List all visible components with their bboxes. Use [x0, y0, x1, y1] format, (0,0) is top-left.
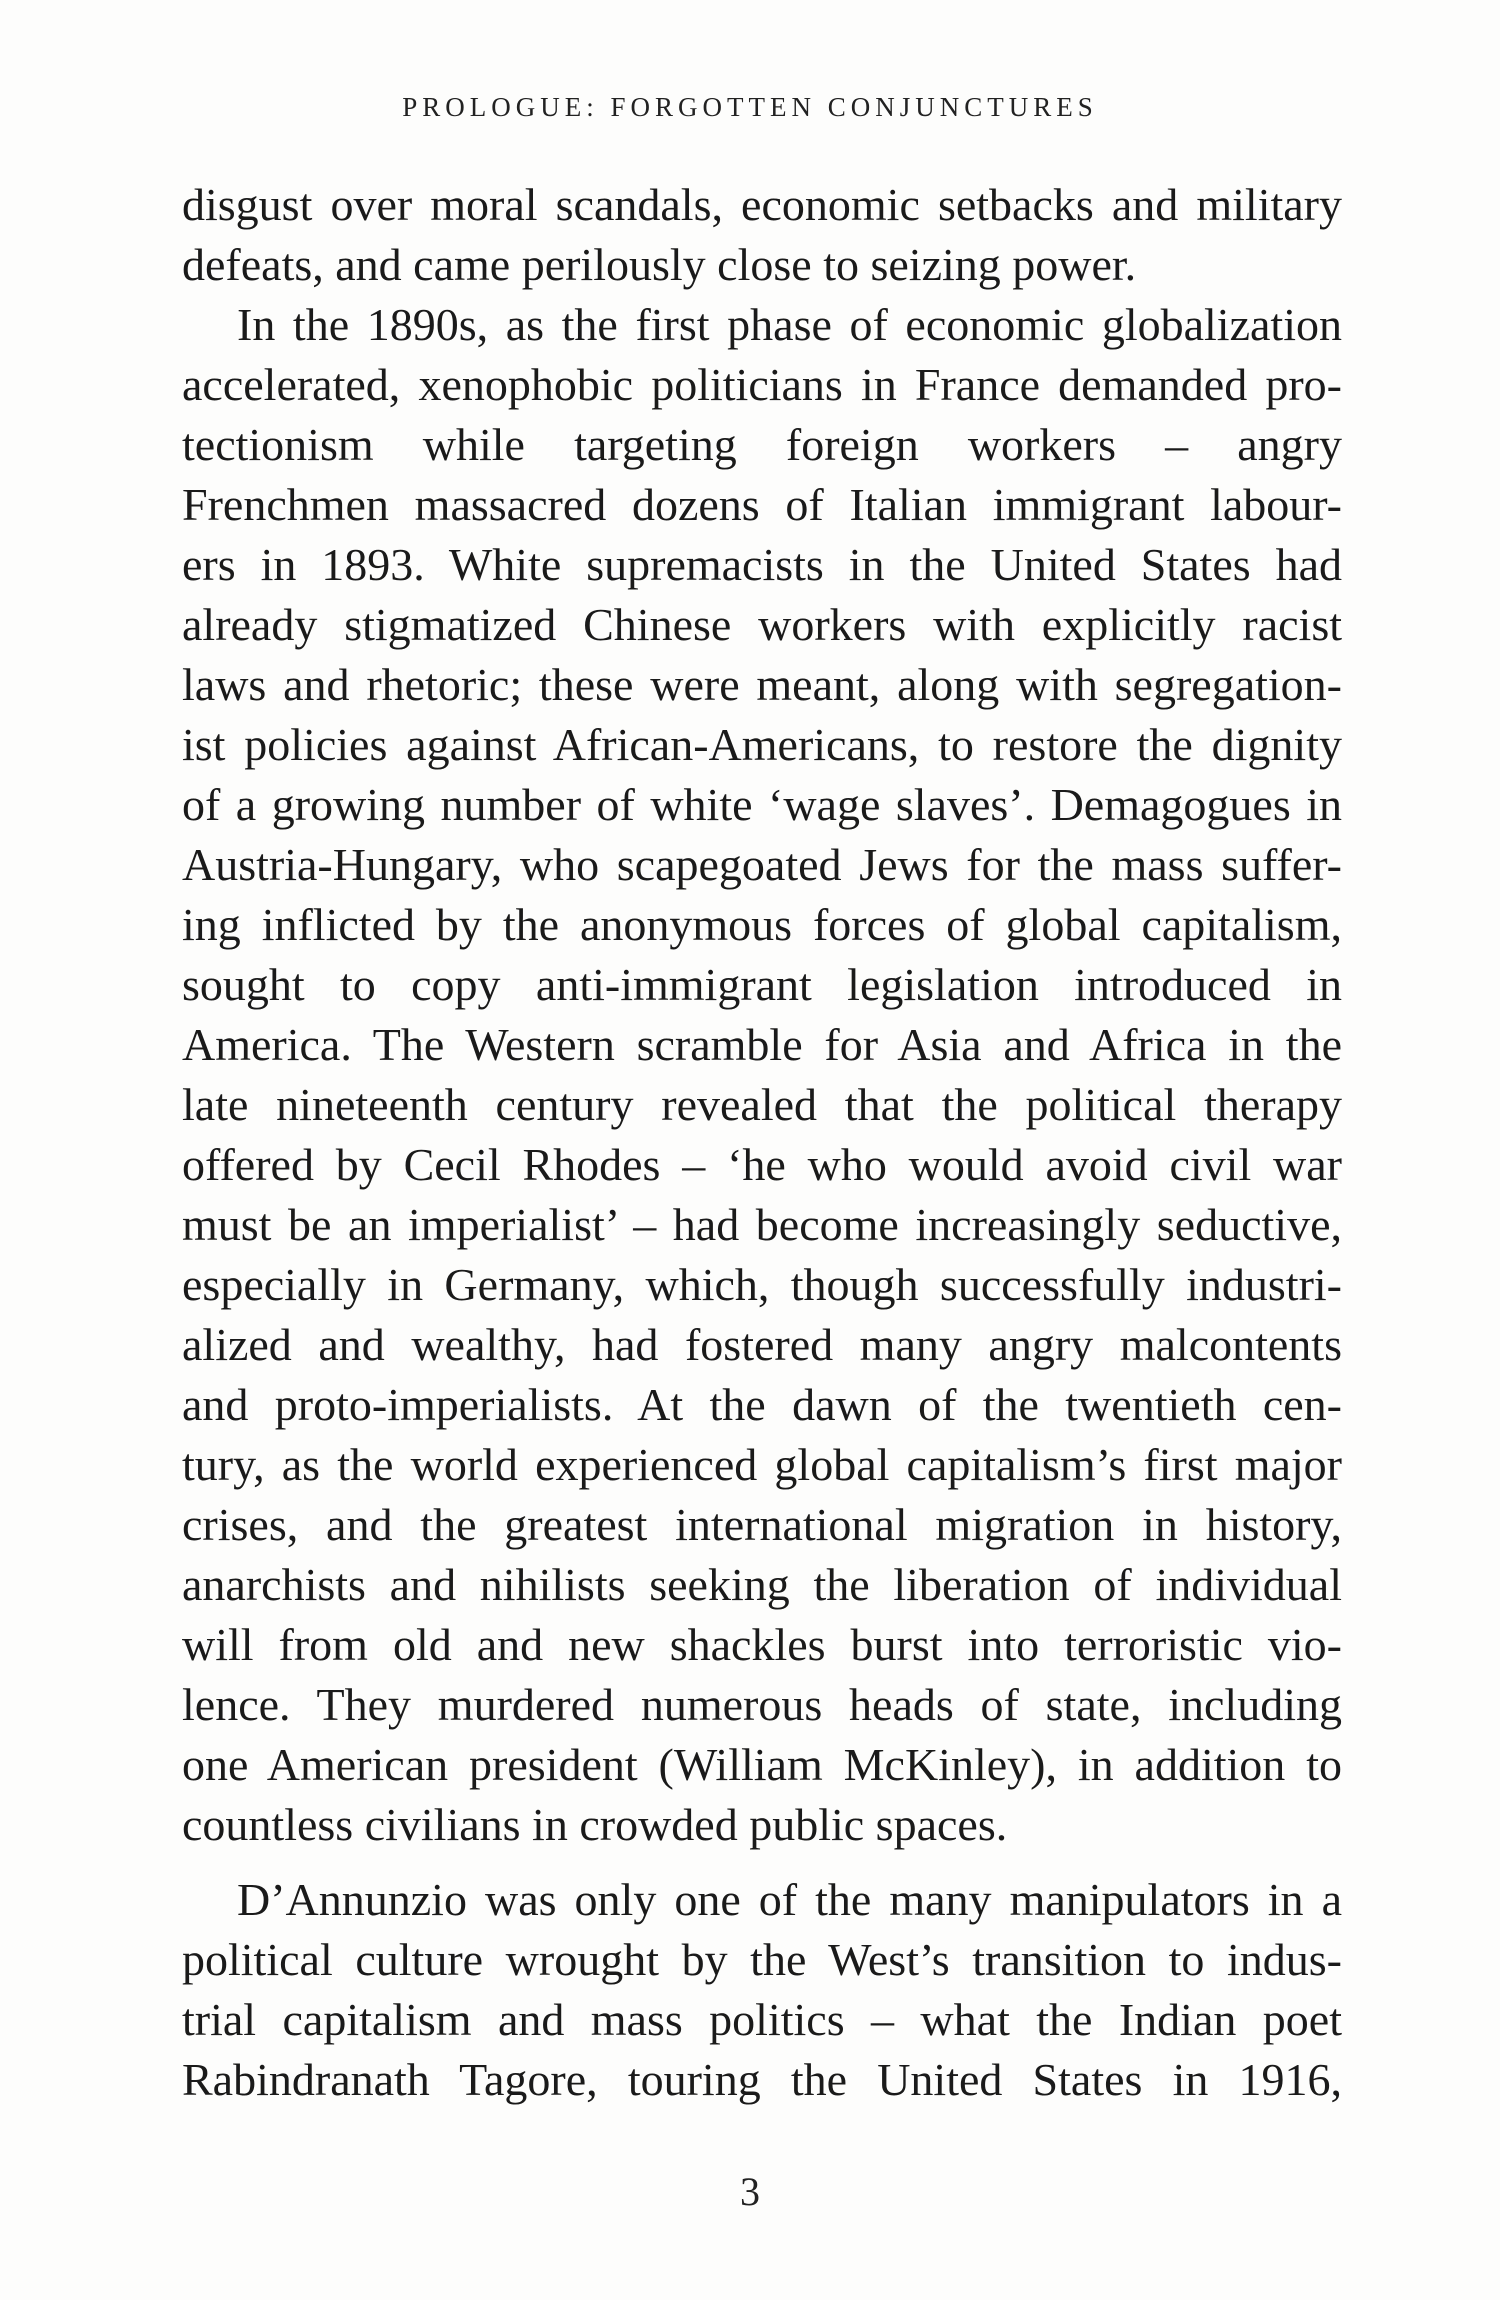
- text-line: anarchists and nihilists seeking the liberation of individual: [182, 1559, 1342, 1610]
- page-number: 3: [740, 2169, 760, 2214]
- body-text: [182, 175, 1342, 2110]
- text-line: accelerated, xenophobic politicians in France demanded pro-: [182, 359, 1342, 410]
- text-line: of a growing number of white ‘wage slaves’. Demagogues in: [182, 779, 1342, 830]
- text-line: crises, and the greatest international migration in history,: [182, 1499, 1342, 1550]
- paragraph: [182, 175, 1342, 295]
- text-line: offered by Cecil Rhodes – ‘he who would avoid civil war: [182, 1139, 1342, 1190]
- text-line: must be an imperialist’ – had become increasingly seductive,: [182, 1199, 1342, 1250]
- text-line: alized and wealthy, had fostered many angry malcontents: [182, 1319, 1342, 1370]
- text-line: Frenchmen massacred dozens of Italian immigrant labour-: [182, 479, 1342, 530]
- text-line: ist policies against African-Americans, to restore the dignity: [182, 719, 1342, 770]
- running-head: PROLOGUE: FORGOTTEN CONJUNCTURES: [402, 92, 1098, 122]
- text-line: especially in Germany, which, though successfully industri-: [182, 1259, 1342, 1310]
- text-line: D’Annunzio was only one of the many manipulators in a: [237, 1874, 1342, 1925]
- text-line: and proto-imperialists. At the dawn of the twentieth cen-: [182, 1379, 1342, 1430]
- text-line: laws and rhetoric; these were meant, along with segregation-: [182, 659, 1342, 710]
- text-line: late nineteenth century revealed that the political therapy: [182, 1079, 1342, 1130]
- text-line: already stigmatized Chinese workers with explicitly racist: [182, 599, 1342, 650]
- text-line: sought to copy anti-immigrant legislation introduced in: [182, 959, 1342, 1010]
- text-line: Rabindranath Tagore, touring the United States in 1916,: [182, 2054, 1342, 2105]
- text-line: political culture wrought by the West’s transition to indus-: [182, 1934, 1342, 1985]
- text-line: Austria-Hungary, who scapegoated Jews for the mass suffer-: [182, 839, 1342, 890]
- paragraph: [182, 295, 1342, 1855]
- text-line: defeats, and came perilously close to seizing power.: [182, 239, 1137, 290]
- text-line: trial capitalism and mass politics – what the Indian poet: [182, 1994, 1342, 2045]
- text-line: will from old and new shackles burst into terroristic vio-: [182, 1619, 1342, 1670]
- text-line: tury, as the world experienced global capitalism’s first major: [182, 1439, 1342, 1490]
- text-line: disgust over moral scandals, economic setbacks and military: [182, 179, 1342, 230]
- text-line: In the 1890s, as the first phase of economic globalization: [237, 299, 1342, 350]
- text-line: ers in 1893. White supremacists in the United States had: [182, 539, 1342, 590]
- text-line: ing inflicted by the anonymous forces of global capitalism,: [182, 899, 1342, 950]
- text-line: countless civilians in crowded public spaces.: [182, 1799, 1008, 1850]
- text-line: lence. They murdered numerous heads of state, including: [182, 1679, 1342, 1730]
- text-line: America. The Western scramble for Asia and Africa in the: [182, 1019, 1342, 1070]
- text-line: one American president (William McKinley), in addition to: [182, 1739, 1342, 1790]
- text-line: tectionism while targeting foreign workers – angry: [182, 419, 1342, 470]
- paragraph: [182, 1870, 1342, 2110]
